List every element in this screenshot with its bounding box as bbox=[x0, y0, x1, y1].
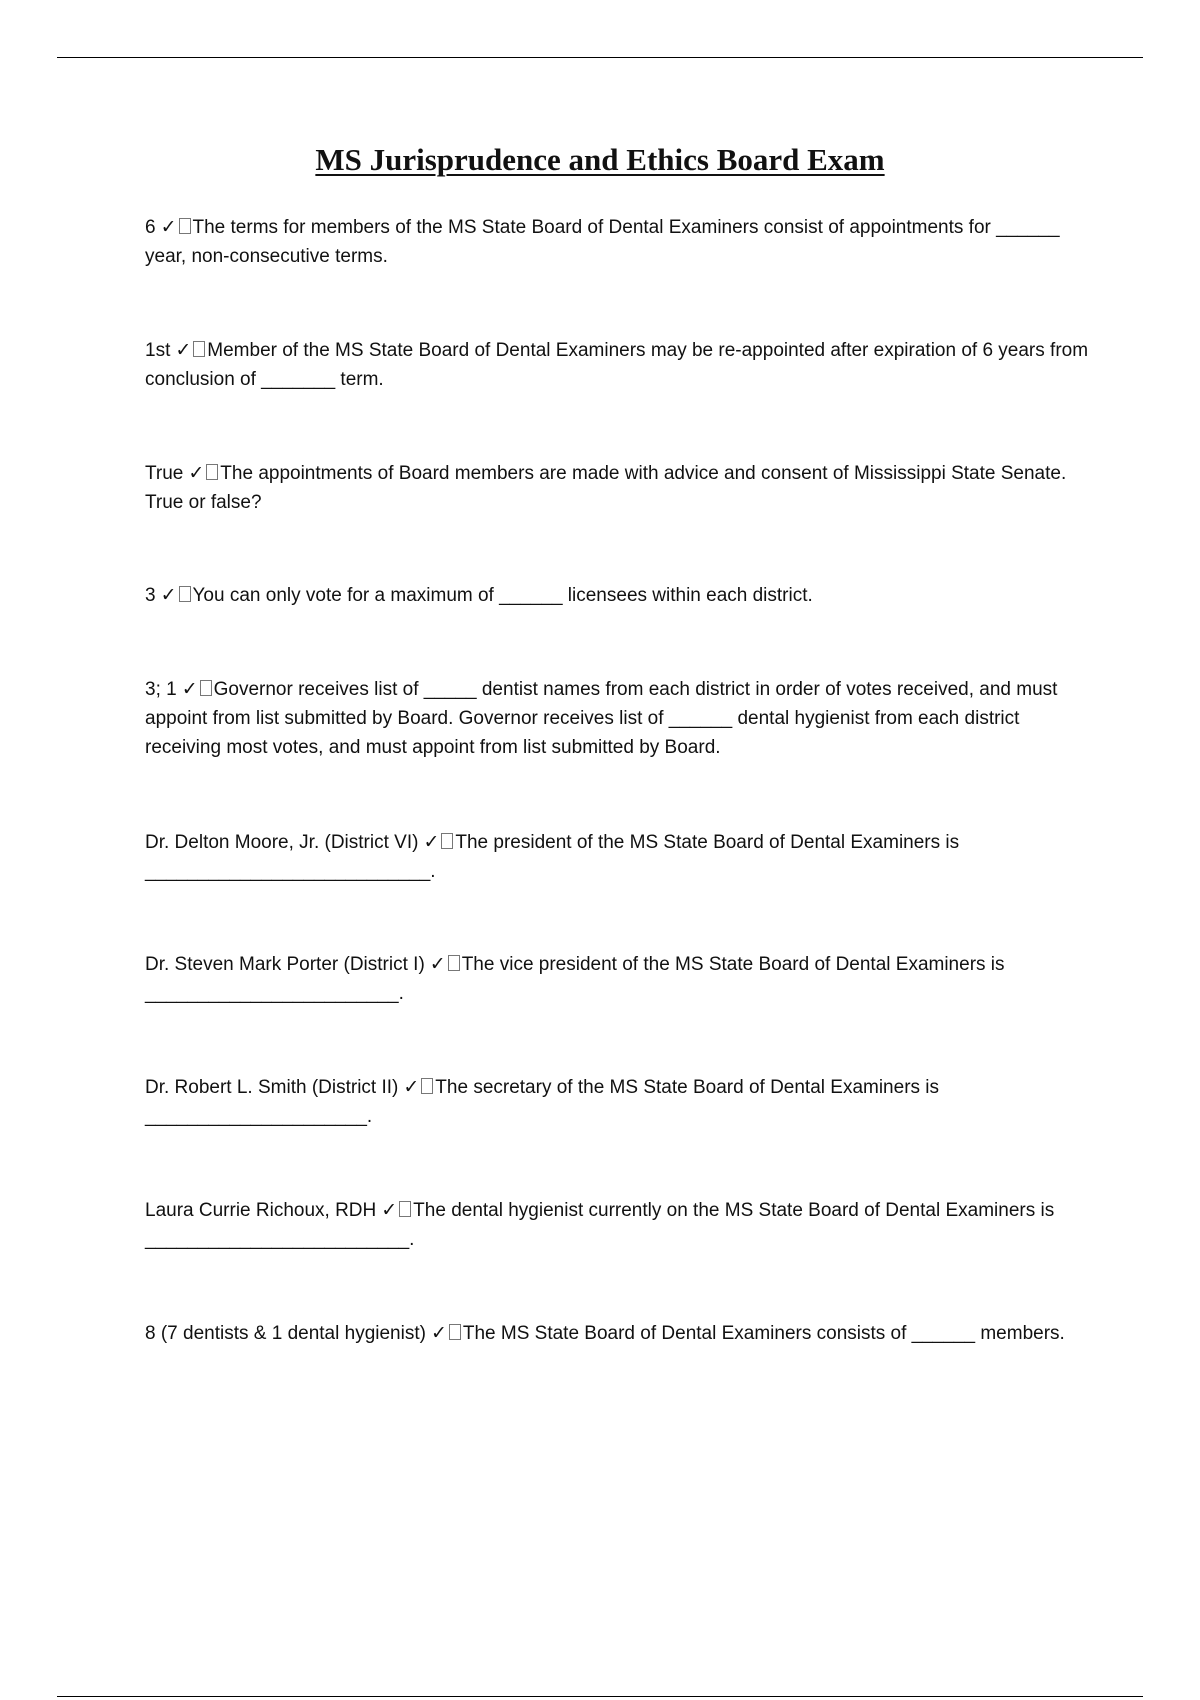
box-icon bbox=[448, 955, 460, 971]
check-mark-icon: ✓ bbox=[403, 1076, 420, 1098]
answer-text: True bbox=[145, 463, 184, 484]
check-mark-icon: ✓ bbox=[175, 339, 192, 361]
box-icon bbox=[421, 1078, 433, 1094]
answer-text: Dr. Robert L. Smith (District II) bbox=[145, 1077, 399, 1098]
qa-item bbox=[145, 581, 1095, 610]
answer-text: Dr. Delton Moore, Jr. (District VI) bbox=[145, 832, 419, 853]
qa-item bbox=[145, 1196, 1095, 1254]
check-mark-icon: ✓ bbox=[160, 216, 177, 238]
question-text: The dental hygienist currently on the MS State Board of Dental Examiners is _________________________. bbox=[145, 1200, 1055, 1250]
box-icon bbox=[206, 464, 218, 480]
check-mark-icon: ✓ bbox=[181, 678, 198, 700]
qa-item bbox=[145, 950, 1095, 1008]
box-icon bbox=[179, 586, 191, 602]
qa-item bbox=[145, 1319, 1095, 1348]
box-icon bbox=[399, 1201, 411, 1217]
question-text: The secretary of the MS State Board of Dental Examiners is _____________________. bbox=[145, 1077, 940, 1127]
question-text: Member of the MS State Board of Dental Examiners may be re-appointed after expiration of 6 years from conclusion of _______ term. bbox=[145, 340, 1089, 390]
question-text: The terms for members of the MS State Board of Dental Examiners consist of appointments for ______ year, non-consecutive terms. bbox=[145, 217, 1060, 267]
answer-text: 6 bbox=[145, 217, 156, 238]
question-text: You can only vote for a maximum of ______ licensees within each district. bbox=[192, 585, 813, 606]
qa-item bbox=[145, 1073, 1095, 1131]
answer-text: 1st bbox=[145, 340, 171, 361]
check-mark-icon: ✓ bbox=[381, 1199, 398, 1221]
qa-item bbox=[145, 828, 1095, 886]
check-mark-icon: ✓ bbox=[160, 584, 177, 606]
box-icon bbox=[441, 833, 453, 849]
answer-text: Laura Currie Richoux, RDH bbox=[145, 1200, 377, 1221]
check-mark-icon: ✓ bbox=[429, 953, 446, 975]
answer-text: 3 bbox=[145, 585, 156, 606]
check-mark-icon: ✓ bbox=[430, 1322, 447, 1344]
bottom-divider bbox=[57, 1696, 1143, 1697]
answer-text: 8 (7 dentists & 1 dental hygienist) bbox=[145, 1323, 426, 1344]
question-text: The appointments of Board members are made with advice and consent of Mississippi State Senate. True or false? bbox=[145, 463, 1067, 513]
qa-item bbox=[145, 675, 1095, 762]
question-text: The vice president of the MS State Board of Dental Examiners is ________________________. bbox=[145, 954, 1005, 1004]
question-text: The president of the MS State Board of Dental Examiners is ___________________________. bbox=[145, 832, 960, 882]
box-icon bbox=[200, 680, 212, 696]
qa-item bbox=[145, 459, 1095, 517]
check-mark-icon: ✓ bbox=[188, 462, 205, 484]
question-text: Governor receives list of _____ dentist names from each district in order of votes received, and must appoint from list submitted by Board. Governor receives list of ______ dental hygienist from each district receiving most votes, and must appoint from list submitted by Board. bbox=[145, 679, 1058, 758]
qa-item bbox=[145, 336, 1095, 394]
question-text: The MS State Board of Dental Examiners consists of ______ members. bbox=[462, 1323, 1065, 1344]
answer-text: Dr. Steven Mark Porter (District I) bbox=[145, 954, 425, 975]
check-mark-icon: ✓ bbox=[423, 831, 440, 853]
page-title-text: MS Jurisprudence and Ethics Board Exam bbox=[315, 142, 885, 177]
qa-item bbox=[145, 213, 1095, 271]
box-icon bbox=[179, 218, 191, 234]
answer-text: 3; 1 bbox=[145, 679, 177, 700]
box-icon bbox=[193, 341, 205, 357]
box-icon bbox=[449, 1324, 461, 1340]
